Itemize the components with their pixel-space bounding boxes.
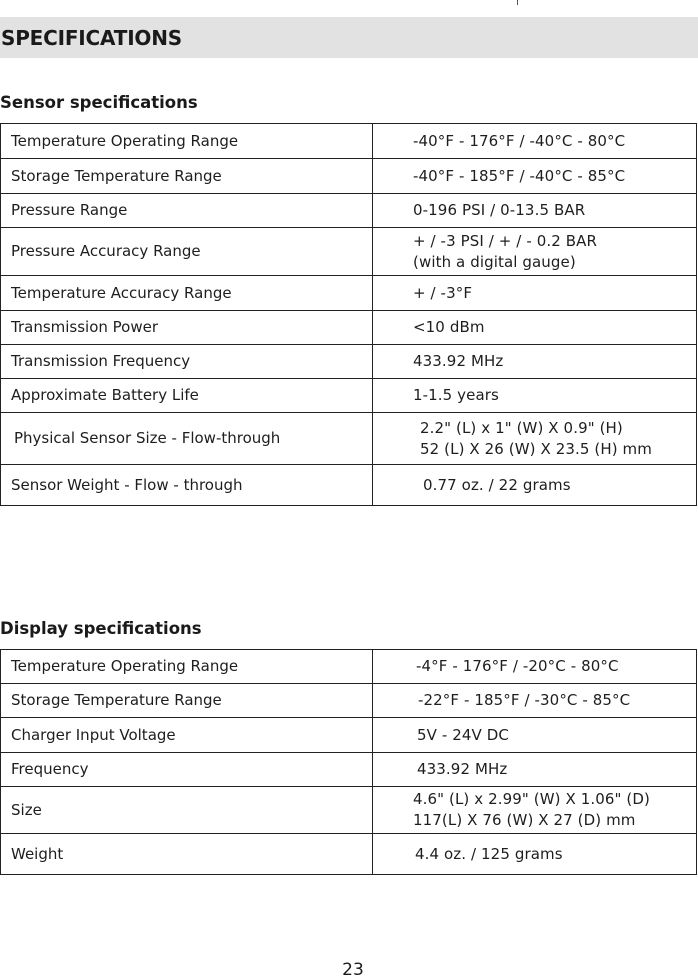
spec-label: Temperature Operating Range <box>1 124 373 159</box>
spec-label: Frequency <box>1 753 373 787</box>
table-row <box>1 194 697 228</box>
table-row <box>1 159 697 194</box>
sensor-section-title: Sensor specifications <box>0 93 198 112</box>
page-number: 23 <box>342 960 364 980</box>
spec-label: Weight <box>1 834 373 875</box>
spec-value: + / -3 PSI / + / - 0.2 BAR (with a digital gauge) <box>373 228 697 276</box>
spec-value: -40°F - 185°F / -40°C - 85°C <box>373 159 697 194</box>
table-row <box>1 753 697 787</box>
table-row <box>1 345 697 379</box>
spec-value: + / -3°F <box>373 276 697 311</box>
spec-value: 4.4 oz. / 125 grams <box>373 834 697 875</box>
spec-value: -4°F - 176°F / -20°C - 80°C <box>373 650 697 684</box>
table-row <box>1 124 697 159</box>
spec-label: Temperature Operating Range <box>1 650 373 684</box>
spec-value: 4.6" (L) x 2.99" (W) X 1.06" (D) 117(L) X 76 (W) X 27 (D) mm <box>373 787 697 834</box>
spec-label: Pressure Accuracy Range <box>1 228 373 276</box>
spec-label: Storage Temperature Range <box>1 684 373 718</box>
table-row <box>1 787 697 834</box>
table-row <box>1 718 697 753</box>
spec-value: 5V - 24V DC <box>373 718 697 753</box>
sensor-spec-table <box>0 123 697 506</box>
table-row <box>1 650 697 684</box>
spec-value: 2.2" (L) x 1" (W) X 0.9" (H) 52 (L) X 26 (W) X 23.5 (H) mm <box>373 413 697 465</box>
spec-label: Transmission Power <box>1 311 373 345</box>
spec-label: Charger Input Voltage <box>1 718 373 753</box>
spec-value: -22°F - 185°F / -30°C - 85°C <box>373 684 697 718</box>
table-row <box>1 413 697 465</box>
table-row <box>1 276 697 311</box>
spec-value: <10 dBm <box>373 311 697 345</box>
specifications-header-bar <box>0 17 698 58</box>
spec-value: 1-1.5 years <box>373 379 697 413</box>
spec-label: Physical Sensor Size - Flow-through <box>1 413 373 465</box>
table-row <box>1 834 697 875</box>
table-row <box>1 379 697 413</box>
spec-value: -40°F - 176°F / -40°C - 80°C <box>373 124 697 159</box>
page-title: SPECIFICATIONS <box>1 26 182 50</box>
spec-label: Sensor Weight - Flow - through <box>1 465 373 506</box>
spec-value: 0.77 oz. / 22 grams <box>373 465 697 506</box>
spec-label: Size <box>1 787 373 834</box>
spec-label: Approximate Battery Life <box>1 379 373 413</box>
display-section-title: Display specifications <box>0 619 202 638</box>
table-row <box>1 684 697 718</box>
spec-value: 433.92 MHz <box>373 345 697 379</box>
spec-value: 0-196 PSI / 0-13.5 BAR <box>373 194 697 228</box>
table-row <box>1 465 697 506</box>
table-row <box>1 311 697 345</box>
page-edge-mark <box>517 0 518 5</box>
spec-label: Pressure Range <box>1 194 373 228</box>
spec-value: 433.92 MHz <box>373 753 697 787</box>
spec-label: Temperature Accuracy Range <box>1 276 373 311</box>
display-spec-table <box>0 649 697 875</box>
table-row <box>1 228 697 276</box>
spec-label: Storage Temperature Range <box>1 159 373 194</box>
spec-label: Transmission Frequency <box>1 345 373 379</box>
